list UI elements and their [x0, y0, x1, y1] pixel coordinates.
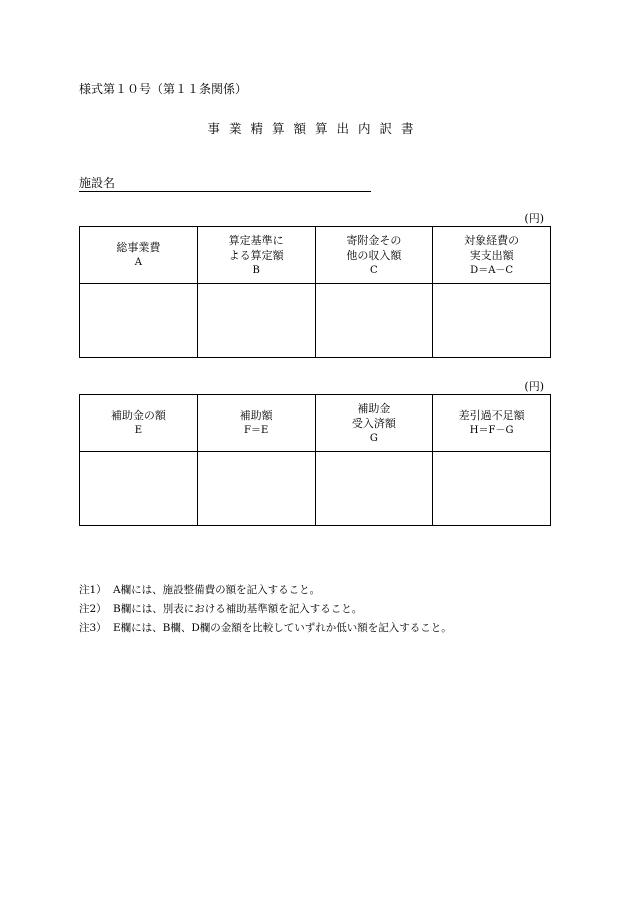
column-code: F＝E	[244, 425, 269, 436]
note-key: 注2）	[79, 603, 107, 615]
column-code: B	[252, 264, 260, 276]
note-key: 注3）	[79, 622, 107, 634]
column-code: D＝A－C	[470, 264, 514, 276]
value-cell-g[interactable]	[315, 452, 433, 526]
value-cell-b[interactable]	[197, 284, 315, 358]
table-header-row	[80, 395, 551, 452]
value-cell-a[interactable]	[80, 284, 198, 358]
header-label: 補助金の額	[110, 409, 166, 422]
header-label: 対象経費の	[464, 233, 520, 247]
settlement-table	[79, 226, 551, 358]
value-cell-f[interactable]	[197, 452, 315, 526]
header-label: 実支出額	[469, 248, 514, 262]
column-code: H＝F－G	[469, 425, 514, 436]
value-cell-d[interactable]	[433, 284, 551, 358]
column-code: E	[134, 425, 143, 436]
header-label: 総事業費	[116, 241, 161, 254]
facility-name-label: 施設名	[79, 176, 116, 190]
note-key: 注1）	[79, 584, 107, 596]
column-code: G	[369, 432, 378, 444]
column-code: A	[134, 257, 142, 268]
header-label: 補助金	[357, 401, 391, 415]
note-text: E欄には、B欄、D欄の金額を比較していずれか低い額を記入すること。	[113, 622, 452, 634]
header-cell-f	[197, 395, 315, 452]
header-cell-b	[197, 227, 315, 284]
note-text: B欄には、別表における補助基準額を記入すること。	[113, 603, 363, 615]
header-cell-g	[315, 395, 433, 452]
header-label: 他の収入額	[346, 248, 402, 262]
table-value-row	[80, 284, 551, 358]
header-label: 寄附金その	[346, 233, 402, 247]
value-cell-h[interactable]	[433, 452, 551, 526]
header-label: 補助額	[239, 409, 273, 422]
value-cell-e[interactable]	[80, 452, 198, 526]
table-value-row	[80, 452, 551, 526]
header-label: 算定基準に	[228, 233, 284, 247]
header-label: 受入済額	[351, 416, 396, 430]
note-item	[79, 581, 452, 600]
form-number: 様式第１０号（第１１条関係）	[79, 82, 248, 96]
facility-name-field[interactable]	[79, 176, 371, 192]
document-title: 事業精算額算出内訳書	[207, 121, 423, 136]
note-item	[79, 600, 452, 619]
column-code: C	[370, 264, 378, 276]
note-text: A欄には、施設整備費の額を記入すること。	[113, 584, 321, 596]
header-cell-h	[433, 395, 551, 452]
unit-label-2: (円)	[524, 380, 544, 393]
header-cell-c	[315, 227, 433, 284]
value-cell-c[interactable]	[315, 284, 433, 358]
table-header-row	[80, 227, 551, 284]
header-cell-a	[80, 227, 198, 284]
header-cell-e	[80, 395, 198, 452]
header-cell-d	[433, 227, 551, 284]
header-label: よる算定額	[228, 248, 284, 262]
notes-section	[79, 581, 452, 638]
subsidy-table	[79, 394, 551, 526]
note-item	[79, 619, 452, 638]
header-label: 差引過不足額	[458, 409, 525, 422]
unit-label-1: (円)	[524, 212, 544, 225]
